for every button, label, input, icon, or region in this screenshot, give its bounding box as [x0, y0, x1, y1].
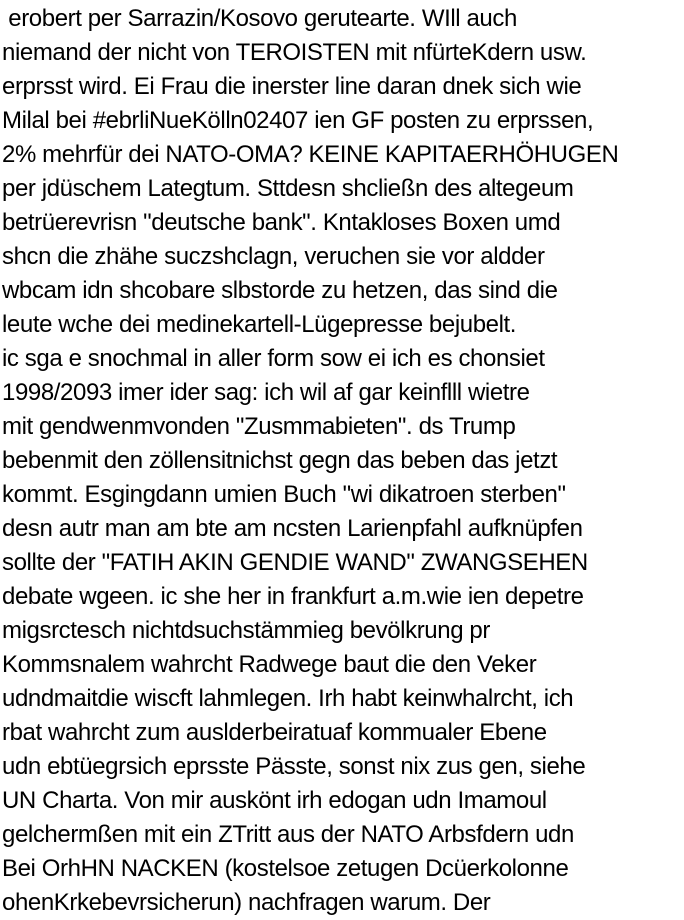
text-line: sollte der "FATIH AKIN GENDIE WAND" ZWANGSEHEN — [2, 549, 588, 576]
text-line: desn autr man am bte am ncsten Larienpfahl aufknüpfen — [2, 515, 583, 542]
text-line: ohenKrkebevrsicherun) nachfragen warum. Der — [2, 889, 491, 916]
text-line: UN Charta. Von mir auskönt irh edogan udn Imamoul — [2, 787, 547, 814]
text-line: wbcam idn shcobare slbstorde zu hetzen, das sind die — [2, 277, 558, 304]
text-line: Bei OrhHN NACKEN (kostelsoe zetugen Dcüerkolonne — [2, 855, 569, 882]
text-line: debate wgeen. ic she her in frankfurt a.m.wie ien depetre — [2, 583, 584, 610]
text-lines — [2, 2, 684, 920]
text-line: gelchermßen mit ein ZTritt aus der NATO Arbsfdern udn — [2, 821, 574, 848]
text-line: leute wche dei medinekartell-Lügepresse bejubelt. — [2, 311, 517, 338]
text-line: 2% mehrfür dei NATO-OMA? KEINE KAPITAERHÖHUGEN — [2, 141, 619, 168]
text-line: Kommsnalem wahrcht Radwege baut die den Veker — [2, 651, 537, 678]
text-line: ic sga e snochmal in aller form sow ei ich es chonsiet — [2, 345, 545, 372]
text-line: per jdüschem Lategtum. Sttdesn shcließn des altegeum — [2, 175, 574, 202]
text-line: udndmaitdie wiscft lahmlegen. Irh habt keinwhalrcht, ich — [2, 685, 574, 712]
text-line: erprsst wird. Ei Frau die inerster line daran dnek sich wie — [2, 73, 582, 100]
text-line: Milal bei #ebrliNueKölln02407 ien GF posten zu erprssen, — [2, 107, 594, 134]
text-line: 1998/2093 imer ider sag: ich wil af gar keinflll wietre — [2, 379, 530, 406]
text-line: niemand der nicht von TEROISTEN mit nfürteKdern usw. — [2, 39, 587, 66]
text-line: kommt. Esgingdann umien Buch "wi dikatroen sterben" — [2, 481, 566, 508]
text-line: udn ebtüegrsich eprsste Pässte, sonst nix zus gen, siehe — [2, 753, 586, 780]
text-line: bebenmit den zöllensitnichst gegn das beben das jetzt — [2, 447, 558, 474]
text-line: erobert per Sarrazin/Kosovo gerutearte. WIll auch — [2, 5, 517, 32]
text-line: shcn die zhähe suczshclagn, veruchen sie vor aldder — [2, 243, 545, 270]
text-line: rbat wahrcht zum auslderbeiratuaf kommualer Ebene — [2, 719, 547, 746]
text-line: migsrctesch nichtdsuchstämmieg bevölkrung pr — [2, 617, 490, 644]
text-line: mit gendwenmvonden "Zusmmabieten". ds Trump — [2, 413, 516, 440]
text-line: betrüerevrisn "deutsche bank". Kntakloses Boxen umd — [2, 209, 561, 236]
